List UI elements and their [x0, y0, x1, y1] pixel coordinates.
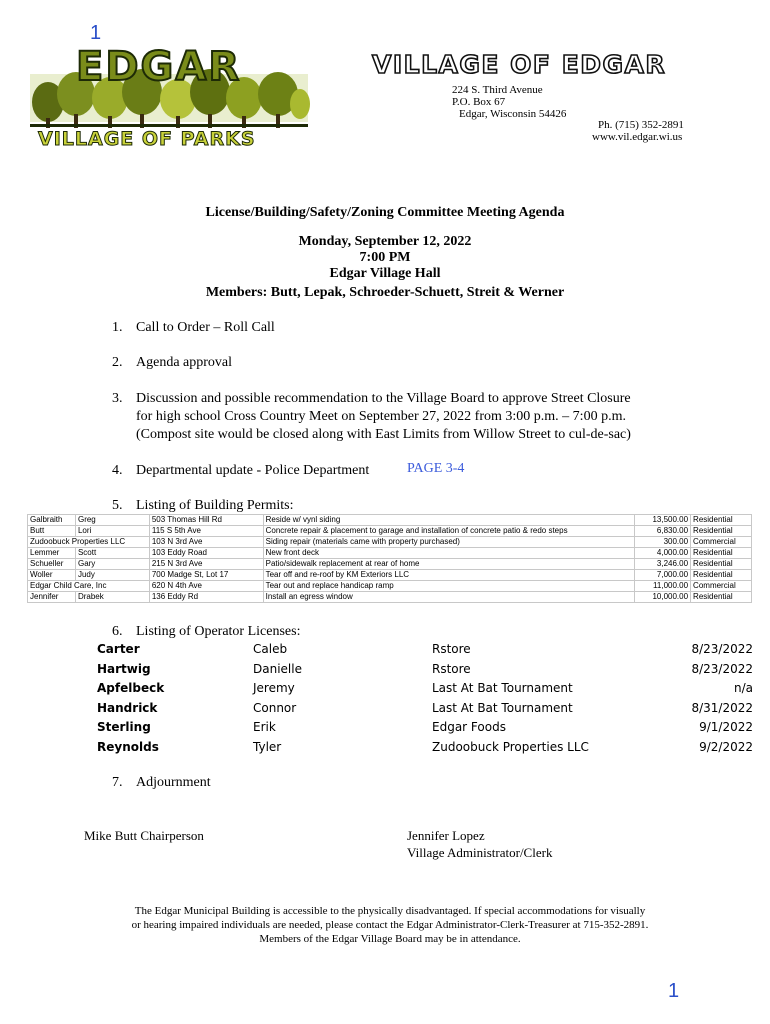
license-last-name: Carter	[97, 642, 140, 656]
item-4-text: Departmental update - Police Department	[136, 463, 370, 478]
permit-address: 136 Eddy Rd	[149, 592, 263, 603]
item-3-line-3: (Compost site would be closed along with East Limits from Willow Street to cul-de-sac)	[136, 427, 631, 442]
item-3-number: 3.	[112, 391, 123, 406]
permit-amount: 4,000.00	[635, 548, 691, 559]
permit-address: 103 N 3rd Ave	[149, 537, 263, 548]
address-line-3: Edgar, Wisconsin 54426	[459, 108, 567, 120]
license-employer: Rstore	[432, 661, 471, 676]
license-first-name: Caleb	[253, 642, 288, 656]
license-date: 8/31/2022	[691, 700, 753, 715]
building-permits-table	[27, 514, 752, 603]
permit-last-name: Galbraith	[28, 515, 76, 526]
license-row	[97, 699, 753, 719]
permit-description: Concrete repair & placement to garage and installation of concrete patio & redo steps	[263, 526, 635, 537]
permit-address: 503 Thomas Hill Rd	[149, 515, 263, 526]
license-first-name: Danielle	[253, 661, 302, 676]
administrator-title: Village Administrator/Clerk	[407, 845, 553, 860]
permit-row	[28, 537, 752, 548]
permit-address: 700 Madge St, Lot 17	[149, 570, 263, 581]
permit-address: 620 N 4th Ave	[149, 581, 263, 592]
permit-last-name: Butt	[28, 526, 76, 537]
permit-last-name: Woller	[28, 570, 76, 581]
permit-row	[28, 592, 752, 603]
license-row	[97, 660, 753, 680]
permit-last-name: Schueller	[28, 559, 76, 570]
letterhead-title: VILLAGE OF EDGAR	[372, 50, 667, 79]
license-row	[97, 640, 753, 660]
page-3-4-link[interactable]: PAGE 3-4	[407, 461, 465, 476]
permit-first-name: Greg	[75, 515, 149, 526]
permit-last-name: Lemmer	[28, 548, 76, 559]
license-date: 8/23/2022	[691, 661, 753, 676]
license-row	[97, 718, 753, 738]
item-2-number: 2.	[112, 355, 123, 370]
license-first-name: Jeremy	[253, 681, 295, 695]
permit-row	[28, 559, 752, 570]
permit-amount: 7,000.00	[635, 570, 691, 581]
footer-line-3: Members of the Edgar Village Board may be in attendance.	[259, 933, 521, 945]
permit-first-name: Lori	[75, 526, 149, 537]
administrator-name: Jennifer Lopez	[407, 828, 485, 843]
license-date: n/a	[733, 681, 753, 695]
permit-description: Reside w/ vynl siding	[263, 515, 635, 526]
license-employer: Last At Bat Tournament	[432, 681, 573, 695]
permit-address: 103 Eddy Road	[149, 548, 263, 559]
permit-type: Residential	[691, 592, 752, 603]
license-date: 9/1/2022	[699, 720, 753, 734]
item-4-number: 4.	[112, 463, 123, 478]
license-date: 9/2/2022	[699, 739, 753, 754]
permit-type: Commercial	[691, 537, 752, 548]
item-7-number: 7.	[112, 775, 123, 790]
license-first-name: Tyler	[253, 739, 282, 754]
operator-licenses-list	[97, 640, 753, 757]
permit-last-name: Edgar Child Care, Inc	[28, 581, 150, 592]
permit-description: New front deck	[263, 548, 635, 559]
phone-number: Ph. (715) 352-2891	[598, 119, 684, 131]
meeting-time: 7:00 PM	[359, 250, 411, 265]
license-last-name: Hartwig	[97, 661, 151, 676]
permit-amount: 6,830.00	[635, 526, 691, 537]
item-5-number: 5.	[112, 498, 123, 513]
permit-description: Tear off and re-roof by KM Exteriors LLC	[263, 570, 635, 581]
permit-amount: 13,500.00	[635, 515, 691, 526]
license-last-name: Reynolds	[97, 739, 159, 754]
permit-row	[28, 548, 752, 559]
permit-first-name: Gary	[75, 559, 149, 570]
license-employer: Last At Bat Tournament	[432, 700, 573, 715]
license-last-name: Apfelbeck	[97, 681, 165, 695]
address-line-1: 224 S. Third Avenue	[452, 84, 543, 96]
item-5-text: Listing of Building Permits:	[136, 498, 294, 513]
permit-amount: 11,000.00	[635, 581, 691, 592]
item-6-number: 6.	[112, 624, 123, 639]
agenda-title: License/Building/Safety/Zoning Committee Meeting Agenda	[205, 205, 565, 220]
permit-type: Commercial	[691, 581, 752, 592]
chairperson-signature: Mike Butt Chairperson	[84, 828, 204, 843]
permit-type: Residential	[691, 515, 752, 526]
permit-description: Siding repair (materials came with property purchased)	[263, 537, 635, 548]
permit-amount: 10,000.00	[635, 592, 691, 603]
license-employer: Rstore	[432, 642, 471, 656]
permit-description: Tear out and replace handicap ramp	[263, 581, 635, 592]
permit-address: 215 N 3rd Ave	[149, 559, 263, 570]
permit-type: Residential	[691, 526, 752, 537]
address-line-2: P.O. Box 67	[452, 96, 506, 108]
license-first-name: Erik	[253, 720, 276, 734]
permit-amount: 300.00	[635, 537, 691, 548]
item-3-line-1: Discussion and possible recommendation to the Village Board to approve Street Closure	[136, 391, 631, 406]
permit-first-name: Scott	[75, 548, 149, 559]
item-3-line-2: for high school Cross Country Meet on September 27, 2022 from 3:00 p.m. – 7:00 p.m.	[136, 409, 626, 424]
permit-row	[28, 570, 752, 581]
footer-line-1: The Edgar Municipal Building is accessible to the physically disadvantaged. If special accommodations for visually	[134, 905, 646, 917]
page-number-top: 1	[90, 22, 102, 44]
license-row	[97, 679, 753, 699]
accessibility-notice	[60, 904, 720, 946]
permit-row	[28, 581, 752, 592]
permit-first-name: Judy	[75, 570, 149, 581]
permit-row	[28, 526, 752, 537]
item-7-text: Adjournment	[136, 775, 211, 790]
permit-description: Patio/sidewalk replacement at rear of home	[263, 559, 635, 570]
permit-last-name: Jennifer	[28, 592, 76, 603]
license-last-name: Sterling	[97, 720, 151, 734]
edgar-logo	[28, 44, 310, 156]
logo-title: EDGAR	[76, 44, 242, 90]
license-employer: Zudoobuck Properties LLC	[432, 739, 589, 754]
permit-description: Install an egress window	[263, 592, 635, 603]
committee-members: Members: Butt, Lepak, Schroeder-Schuett, Streit & Werner	[205, 285, 565, 300]
license-date: 8/23/2022	[691, 642, 753, 656]
logo-subtitle: VILLAGE OF PARKS	[38, 128, 256, 150]
website: www.vil.edgar.wi.us	[592, 131, 683, 143]
permit-amount: 3,246.00	[635, 559, 691, 570]
permit-type: Residential	[691, 559, 752, 570]
item-1-number: 1.	[112, 320, 123, 335]
item-2-text: Agenda approval	[136, 355, 233, 370]
license-row	[97, 738, 753, 758]
permit-type: Residential	[691, 548, 752, 559]
meeting-date: Monday, September 12, 2022	[298, 234, 472, 249]
license-first-name: Connor	[253, 700, 297, 715]
page-number-bottom: 1	[668, 980, 680, 1002]
item-1-text: Call to Order – Roll Call	[136, 320, 275, 335]
permit-last-name: Zudoobuck Properties LLC	[28, 537, 150, 548]
permit-address: 115 S 5th Ave	[149, 526, 263, 537]
license-employer: Edgar Foods	[432, 720, 506, 734]
permit-type: Residential	[691, 570, 752, 581]
license-last-name: Handrick	[97, 700, 158, 715]
item-6-text: Listing of Operator Licenses:	[136, 624, 301, 639]
permit-row	[28, 515, 752, 526]
footer-line-2: or hearing impaired individuals are needed, please contact the Edgar Administrator-Clerk-Treasurer at 715-352-2891.	[131, 919, 649, 931]
permit-first-name: Drabek	[75, 592, 149, 603]
meeting-place: Edgar Village Hall	[329, 266, 441, 281]
